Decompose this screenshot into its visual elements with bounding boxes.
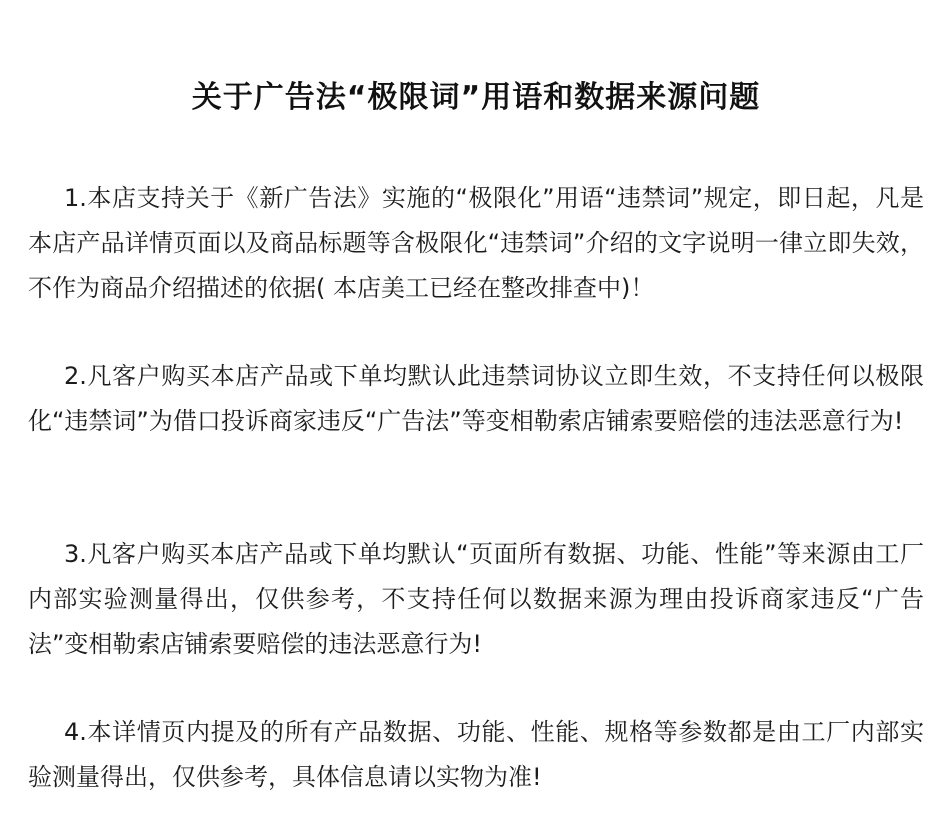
- notice-paragraph-1: 1.本店支持关于《新广告法》实施的“极限化”用语“违禁词”规定，即日起，凡是本店产品详情页面以及商品标题等含极限化“违禁词”介绍的文字说明一律立即失效，不作为商品介绍描述的依据( 本店美工已经在整改排查中)！: [28, 184, 924, 302]
- notice-paragraph-4: 4.本详情页内提及的所有产品数据、功能、性能、规格等参数都是由工厂内部实验测量得出，仅供参考，具体信息请以实物为准!: [28, 718, 924, 791]
- notice-paragraph-3: 3.凡客户购买本店产品或下单均默认“页面所有数据、功能、性能”等来源由工厂内部实验测量得出，仅供参考，不支持任何以数据来源为理由投诉商家违反“广告法”变相勒索店铺索要赔偿的违法恶意行为!: [28, 540, 924, 658]
- notice-paragraph-2: 2.凡客户购买本店产品或下单均默认此违禁词协议立即生效，不支持任何以极限化“违禁词”为借口投诉商家违反“广告法”等变相勒索店铺索要赔偿的违法恶意行为!: [28, 362, 924, 435]
- page-title: 关于广告法“极限词”用语和数据来源问题: [191, 80, 761, 115]
